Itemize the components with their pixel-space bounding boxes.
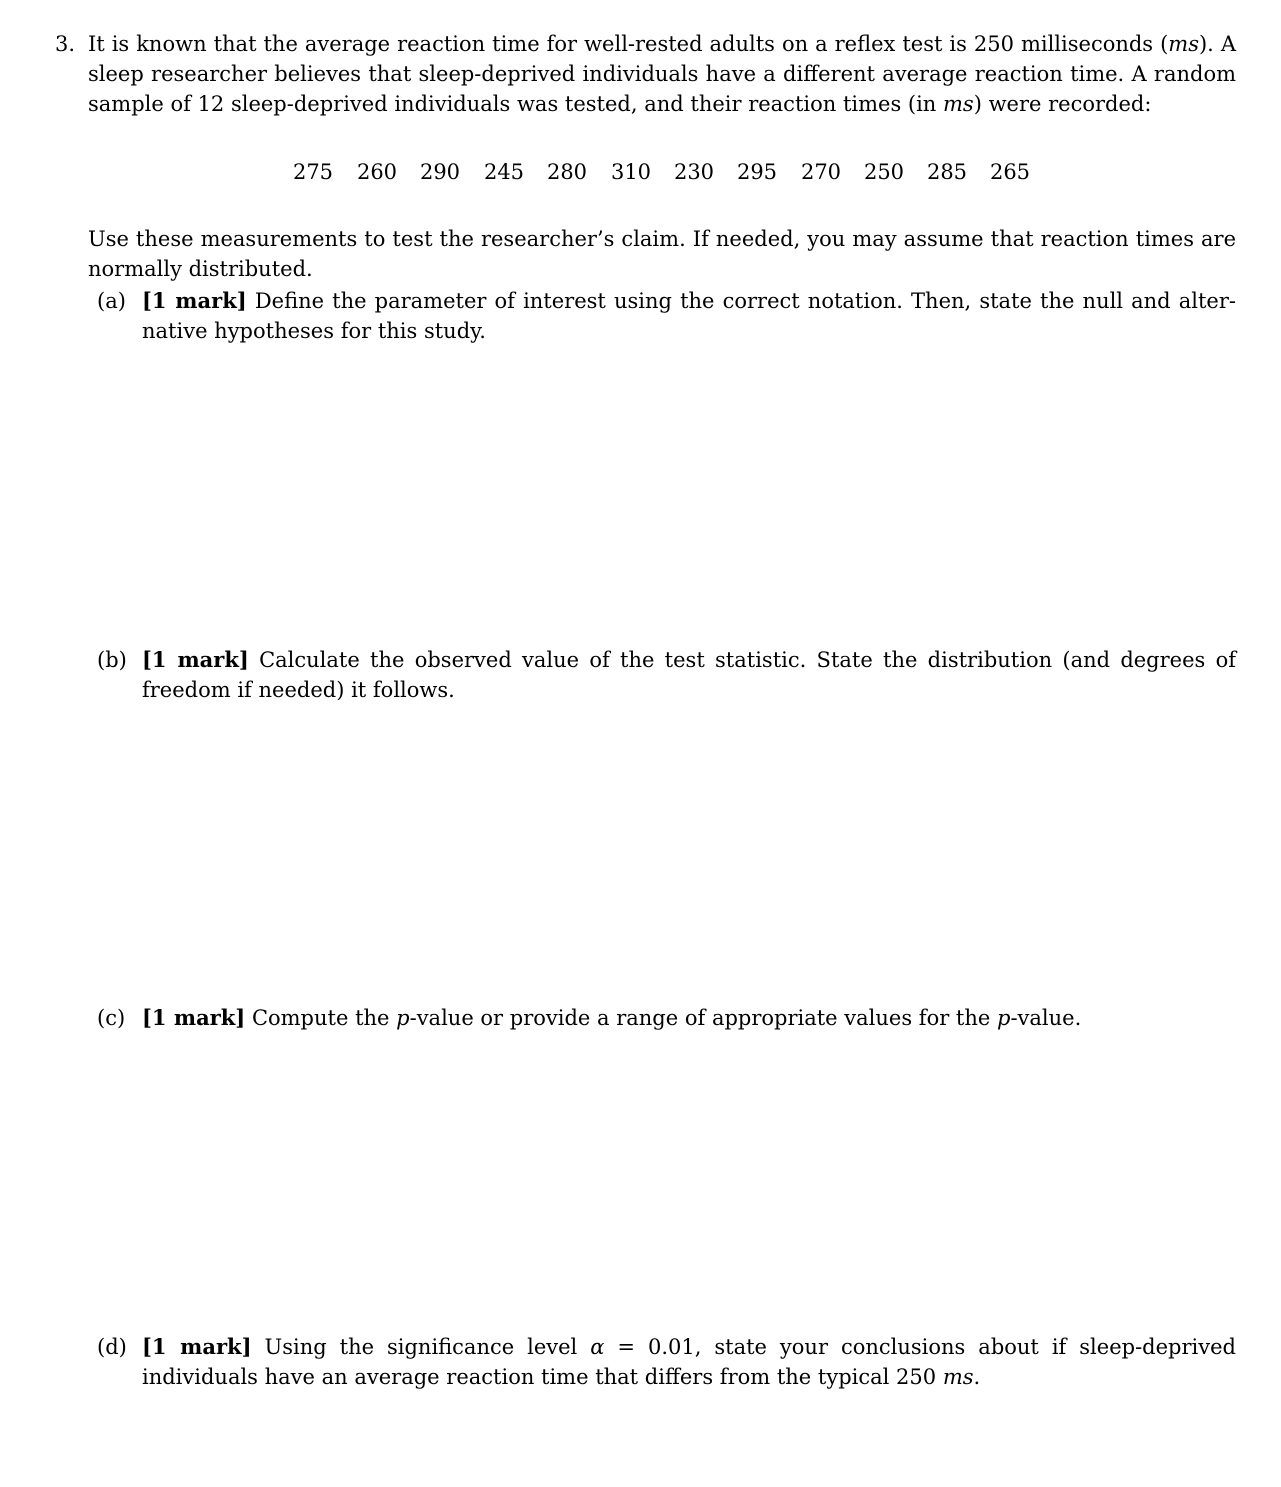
data-value: 270 xyxy=(800,160,842,184)
data-value: 245 xyxy=(483,160,525,184)
part-b-body xyxy=(142,645,1236,705)
stem-unit-1: ms xyxy=(1168,32,1199,56)
part-d-text-2: = 0.01, state your conclusions about if sleep-deprived individuals have an average reaction time that differs from the typical 250 xyxy=(142,1335,1236,1389)
part-c-body xyxy=(142,1003,1236,1033)
question-instruction: Use these measurements to test the researcher’s claim. If needed, you may assume that reaction times are normally distributed. xyxy=(88,227,1236,281)
part-a-text: Define the parameter of interest using the correct notation. Then, state the null and alter-native hypotheses for this study. xyxy=(142,289,1236,343)
question-number: 3. xyxy=(55,32,76,56)
part-c-text-3: -value. xyxy=(1010,1006,1082,1030)
part-b-label: (b) xyxy=(97,648,127,672)
data-value: 275 xyxy=(292,160,334,184)
stem-unit-2: ms xyxy=(943,92,974,116)
stem-text-1: It is known that the average reaction time for well-rested adults on a reflex test is 250 milliseconds ( xyxy=(88,32,1169,56)
data-value: 295 xyxy=(736,160,778,184)
alpha-symbol: α xyxy=(590,1335,605,1359)
data-value: 310 xyxy=(610,160,652,184)
part-b-text: Calculate the observed value of the test statistic. State the distribution (and degrees of freedom if needed) it follows. xyxy=(142,648,1236,702)
reaction-times-row xyxy=(0,157,1281,187)
data-value: 230 xyxy=(673,160,715,184)
part-d-text-1: Using the significance level xyxy=(264,1335,591,1359)
part-c-text-1: Compute the xyxy=(251,1006,397,1030)
part-d-body xyxy=(142,1332,1236,1392)
part-d-unit: ms xyxy=(942,1365,974,1389)
part-b-marks: [1 mark] xyxy=(142,647,249,672)
part-a-label: (a) xyxy=(97,289,126,313)
stem-text-3: ) were recorded: xyxy=(973,92,1152,116)
part-a-body xyxy=(142,286,1236,346)
part-c-marks: [1 mark] xyxy=(142,1005,246,1030)
data-value: 285 xyxy=(926,160,968,184)
part-a-marks: [1 mark] xyxy=(142,288,247,313)
data-value: 250 xyxy=(863,160,905,184)
part-d-marks: [1 mark] xyxy=(142,1334,252,1359)
p-symbol: p xyxy=(396,1006,410,1030)
data-value: 280 xyxy=(546,160,588,184)
data-value: 290 xyxy=(419,160,461,184)
part-c-label: (c) xyxy=(97,1006,126,1030)
data-value: 260 xyxy=(356,160,398,184)
part-d-label: (d) xyxy=(97,1335,127,1359)
p-symbol: p xyxy=(997,1006,1011,1030)
data-value: 265 xyxy=(989,160,1031,184)
stem-text-2: ). A sleep researcher believes that sleep-deprived individuals have a different average reaction time. A random sample of 12 sleep-deprived individuals was tested, and their reaction times (in xyxy=(88,32,1237,116)
part-d-text-3: . xyxy=(973,1365,981,1389)
question-stem xyxy=(88,29,1236,119)
part-c-text-2: -value or provide a range of appropriate values for the xyxy=(409,1006,997,1030)
